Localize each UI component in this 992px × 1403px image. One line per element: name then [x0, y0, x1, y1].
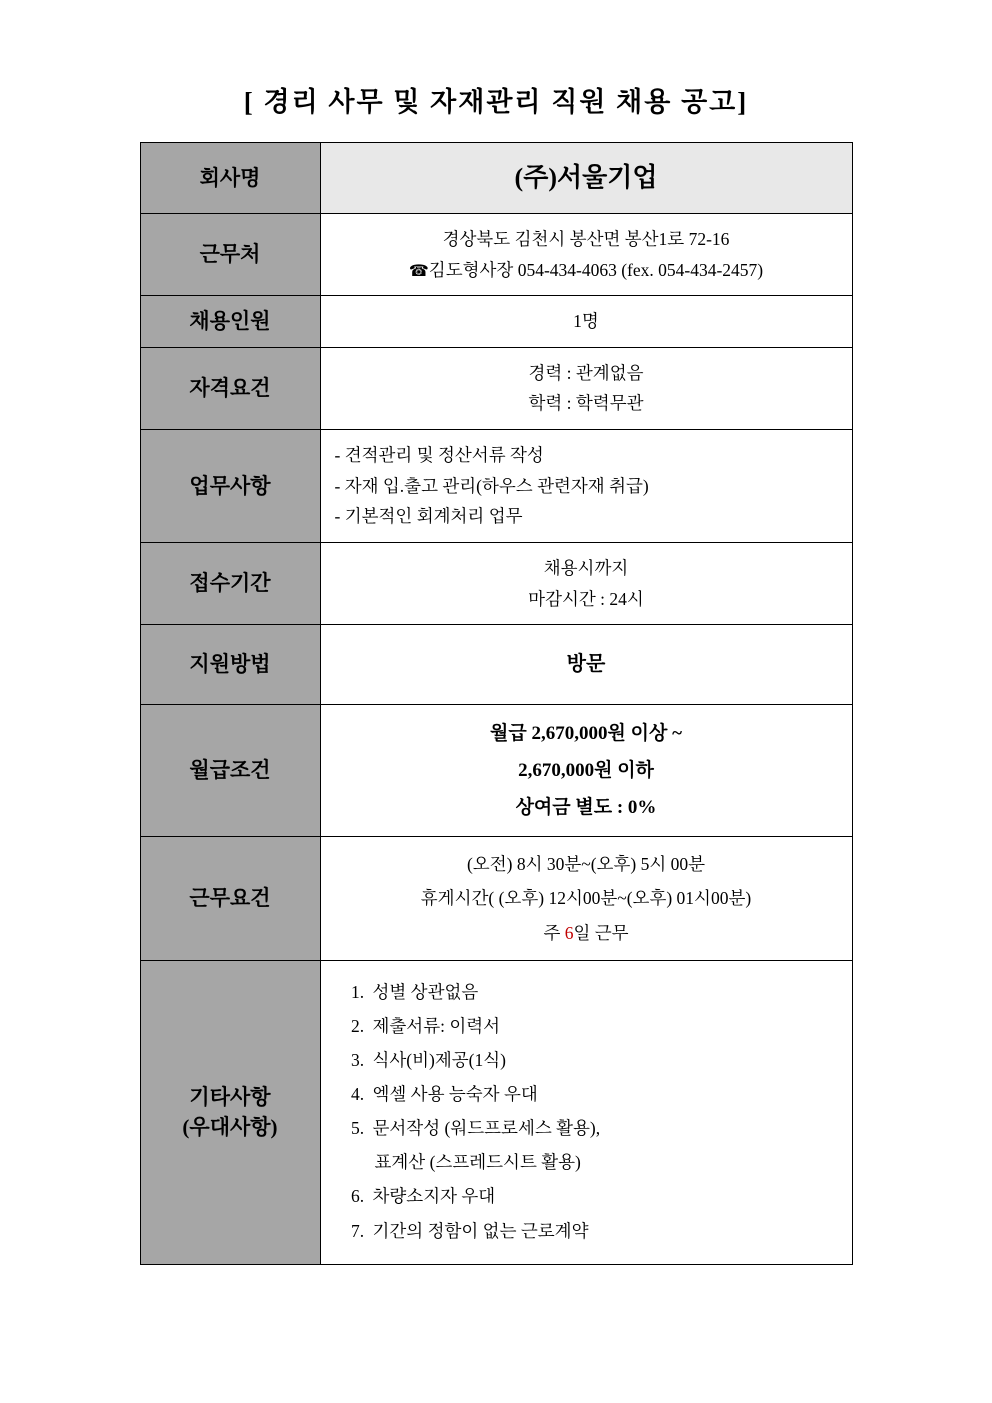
table-row [140, 296, 852, 348]
row-value-application-period [320, 542, 852, 624]
row-label-misc [140, 960, 320, 1264]
application-deadline-text: 마감시간 : 24시 [528, 588, 644, 609]
misc-label-line-2: (우대사항) [182, 1115, 278, 1140]
workplace-address: 경상북도 김천시 봉산면 봉산1로 72-16 [442, 228, 730, 249]
row-label-application-period: 접수기간 [140, 542, 320, 624]
row-label-qualification: 자격요건 [140, 347, 320, 429]
misc-item-text: 성별 상관없음 [372, 981, 479, 1002]
application-period-text: 채용시까지 [543, 557, 629, 578]
misc-item-text: 차량소지자 우대 [372, 1186, 496, 1207]
row-value-application-method: 방문 [320, 625, 852, 705]
list-item [369, 1111, 838, 1179]
duties-item: - 견적관리 및 정산서류 작성 [334, 445, 544, 466]
row-value-qualification [320, 347, 852, 429]
work-hours: (오전) 8시 30분~(오후) 5시 00분 [466, 854, 706, 875]
misc-label-line-1: 기타사항 [189, 1084, 271, 1109]
misc-item-text: 문서작성 (워드프로세스 활용), [372, 1118, 601, 1139]
table-row [140, 143, 852, 214]
row-value-misc [320, 960, 852, 1264]
list-item [369, 1043, 838, 1077]
table-row [140, 542, 852, 624]
table-row [140, 625, 852, 705]
misc-list [335, 975, 838, 1248]
row-value-company: (주)서울기업 [320, 143, 852, 214]
list-item [369, 1009, 838, 1043]
misc-item-text: 기간의 정함이 없는 근로계약 [372, 1220, 589, 1241]
salary-line-1: 월급 2,670,000원 이상 ~ [490, 723, 682, 745]
misc-item-text: 엑셀 사용 능숙자 우대 [372, 1084, 538, 1105]
row-value-duties [320, 430, 852, 543]
row-value-headcount: 1명 [320, 296, 852, 348]
duties-item: - 자재 입.출고 관리(하우스 관련자재 취급) [334, 475, 649, 496]
list-item [369, 975, 838, 1009]
row-label-headcount: 채용인원 [140, 296, 320, 348]
row-label-company: 회사명 [140, 143, 320, 214]
duties-item: - 기본적인 회계처리 업무 [334, 506, 523, 527]
salary-line-3: 상여금 별도 : 0% [515, 797, 657, 819]
work-days [335, 916, 838, 950]
table-row [140, 430, 852, 543]
row-label-salary: 월급조건 [140, 705, 320, 837]
table-row [140, 705, 852, 837]
workplace-contact-line [335, 255, 838, 286]
qualification-career: 경력 : 관계없음 [528, 362, 644, 383]
job-notice-table [140, 142, 853, 1264]
list-item [369, 1077, 838, 1111]
misc-item-text: 제출서류: 이력서 [372, 1015, 501, 1036]
table-row [140, 837, 852, 960]
phone-icon: ☎ [408, 260, 429, 280]
work-days-prefix: 주 [543, 922, 565, 943]
work-days-suffix: 일 근무 [573, 922, 629, 943]
workplace-contact: 김도형사장 054-434-4063 (fex. 054-434-2457) [428, 259, 764, 280]
row-value-workplace [320, 213, 852, 295]
table-row [140, 960, 852, 1264]
work-break: 휴게시간( (오후) 12시00분~(오후) 01시00분) [420, 888, 752, 909]
work-days-number: 6 [564, 922, 574, 943]
row-value-work-conditions [320, 837, 852, 960]
list-item [369, 1214, 838, 1248]
table-row [140, 213, 852, 295]
misc-item-subtext: 표계산 (스프레드시트 활용) [374, 1152, 581, 1173]
list-item [369, 1179, 838, 1213]
row-value-salary [320, 705, 852, 837]
row-label-duties: 업무사항 [140, 430, 320, 543]
page-title: [ 경리 사무 및 자재관리 직원 채용 공고] [243, 87, 749, 117]
row-label-workplace: 근무처 [140, 213, 320, 295]
table-row [140, 347, 852, 429]
qualification-education: 학력 : 학력무관 [528, 393, 644, 414]
salary-line-2: 2,670,000원 이하 [518, 760, 654, 782]
row-label-application-method: 지원방법 [140, 625, 320, 705]
misc-item-text: 식사(비)제공(1식) [372, 1049, 506, 1070]
row-label-work-conditions: 근무요건 [140, 837, 320, 960]
